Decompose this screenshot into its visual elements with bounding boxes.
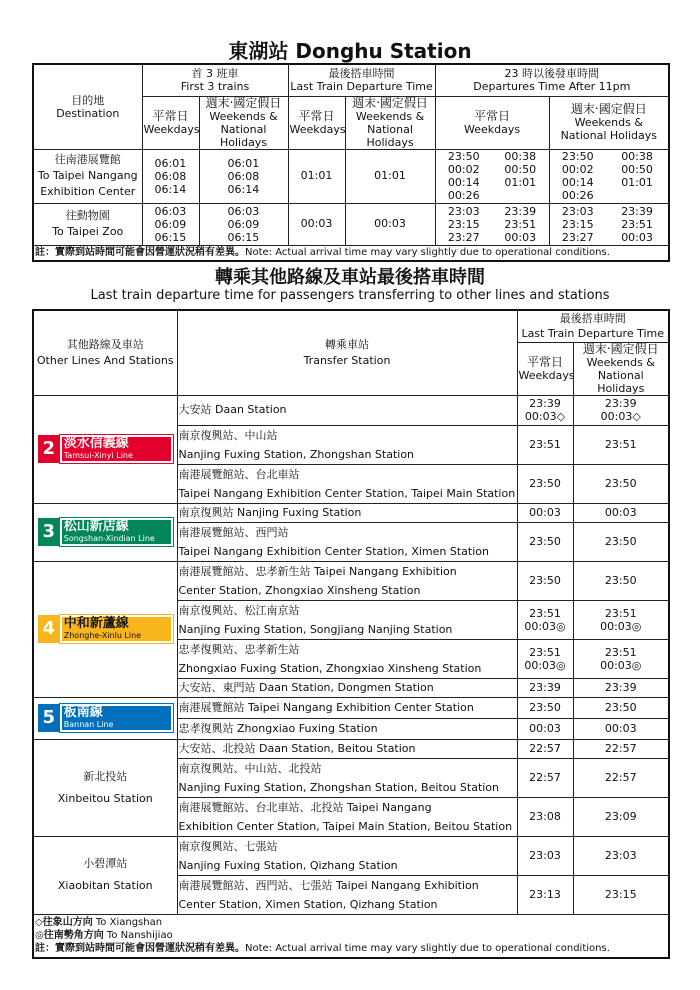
line-5-cell: [33, 697, 177, 739]
weekend-time: 22:57: [573, 739, 669, 758]
transfer-section-title: 轉乘其他路線及車站最後搭車時間: [215, 267, 485, 288]
weekday-time: 23:08: [517, 797, 573, 836]
weekday-time: 23:50: [517, 464, 573, 503]
weekend-time: 00:03: [573, 503, 669, 522]
line-name: 板南線 Bannan Line: [60, 704, 173, 732]
table-row: [33, 503, 669, 522]
weekday-header: 平常日 Weekdays: [142, 96, 199, 149]
table-row: [33, 149, 669, 203]
xiaobitan-station-cell: 小碧潭站 Xiaobitan Station: [33, 836, 177, 914]
weekday-time: 23:51: [517, 425, 573, 464]
table-row: [33, 561, 669, 600]
weekend-time: 23:15: [573, 875, 669, 914]
weekday-time: 22:57: [517, 739, 573, 758]
weekday-time: 23:51 00:03◎: [517, 639, 573, 678]
transfer-section-subtitle: Last train departure time for passengers transferring to other lines and stations: [90, 288, 610, 303]
line-number: 4: [38, 615, 60, 643]
weekday-header: 平常日 Weekdays: [517, 342, 573, 395]
transfer-station-cell: 南港展覽館站、台北車站 Taipei Nangang Exhibition Center Station, Taipei Main Station: [177, 464, 517, 503]
table-row: [33, 203, 669, 245]
weekend-time: 23:51: [573, 425, 669, 464]
weekend-time: 23:50: [573, 464, 669, 503]
other-lines-header: 其他路線及車站 Other Lines And Stations: [33, 310, 177, 395]
weekday-time: 00:03: [517, 718, 573, 739]
weekday-header: 平常日 Weekdays: [288, 96, 345, 149]
destination-cell: 往動物園 To Taipei Zoo: [33, 203, 142, 245]
destination-header: 目的地 Destination: [33, 64, 142, 149]
first-trains-weekend: 06:01 06:08 06:14: [199, 149, 288, 203]
weekend-time: 22:57: [573, 758, 669, 797]
transfer-station-cell: 大安站、東門站 Daan Station, Dongmen Station: [177, 678, 517, 697]
after-11pm-weekday-col1: 23:03 23:15 23:27: [435, 203, 492, 245]
last-train-weekday: 01:01: [288, 149, 345, 203]
last-train-weekend: 01:01: [345, 149, 435, 203]
transfer-station-cell: 南港展覽館站、西門站 Taipei Nangang Exhibition Center Station, Ximen Station: [177, 522, 517, 561]
after-11pm-header: 23 時以後發車時間 Departures Time After 11pm: [435, 64, 669, 96]
first-trains-weekday: 06:03 06:09 06:15: [142, 203, 199, 245]
weekday-header: 平常日 Weekdays: [435, 96, 549, 149]
weekend-time: 00:03: [573, 718, 669, 739]
first-trains-weekend: 06:03 06:09 06:15: [199, 203, 288, 245]
line-5-badge: [38, 704, 173, 732]
line-number: 3: [38, 518, 60, 546]
weekday-time: 23:39: [517, 678, 573, 697]
line-4-cell: [33, 561, 177, 697]
legend-nanshijiao: ◎往南勢角方向 To Nanshijiao: [35, 929, 173, 941]
transfer-station-cell: 大安站、北投站 Daan Station, Beitou Station: [177, 739, 517, 758]
transfer-station-cell: 南港展覽館站 Taipei Nangang Exhibition Center Station: [177, 697, 517, 718]
after-11pm-weekend-col2: 23:39 23:51 00:03: [606, 203, 669, 245]
weekday-time: 23:50: [517, 561, 573, 600]
weekend-time: 23:39 00:03◇: [573, 395, 669, 425]
transfer-station-cell: 大安站 Daan Station: [177, 395, 517, 425]
transfer-station-cell: 南京復興站、松江南京站 Nanjing Fuxing Station, Songjiang Nanjing Station: [177, 600, 517, 639]
weekend-header: 週末‧國定假日 Weekends & National Holidays: [573, 342, 669, 395]
weekday-time: 23:03: [517, 836, 573, 875]
line-3-cell: [33, 503, 177, 561]
transfer-station-cell: 南京復興站、中山站 Nanjing Fuxing Station, Zhongshan Station: [177, 425, 517, 464]
table2-note: 註：實際到站時間可能會因營運狀況稍有差異。Note: Actual arrival time may vary slightly due to operational conditions.: [35, 942, 610, 954]
weekend-time: 23:51 00:03◎: [573, 639, 669, 678]
page-title: 東湖站 Donghu Station: [228, 39, 472, 63]
transfer-station-cell: 南京復興站、七張站 Nanjing Fuxing Station, Qizhang Station: [177, 836, 517, 875]
transfer-station-cell: 南港展覽館站、忠孝新生站 Taipei Nangang Exhibition Center Station, Zhongxiao Xinsheng Station: [177, 561, 517, 600]
transfer-station-header: 轉乘車站 Transfer Station: [177, 310, 517, 395]
table-row: [33, 836, 669, 875]
line-name: 松山新店線 Songshan-Xindian Line: [60, 518, 173, 546]
line-3-badge: [38, 518, 173, 546]
weekend-time: 23:09: [573, 797, 669, 836]
weekday-time: 23:50: [517, 697, 573, 718]
after-11pm-weekday-col1: 23:50 00:02 00:14 00:26: [435, 149, 492, 203]
weekend-header: 週末‧國定假日 Weekends & National Holidays: [345, 96, 435, 149]
transfer-table: [32, 309, 670, 959]
table-row: [33, 395, 669, 425]
xinbeitou-station-cell: 新北投站 Xinbeitou Station: [33, 739, 177, 836]
line-name: 淡水信義線 Tamsui-Xinyi Line: [60, 435, 173, 463]
weekday-time: 00:03: [517, 503, 573, 522]
table-row: [33, 739, 669, 758]
weekend-time: 23:39: [573, 678, 669, 697]
legend-cell: [33, 914, 669, 958]
transfer-station-cell: 忠孝復興站、忠孝新生站 Zhongxiao Fuxing Station, Zhongxiao Xinsheng Station: [177, 639, 517, 678]
line-number: 5: [38, 704, 60, 732]
last-train-weekday: 00:03: [288, 203, 345, 245]
after-11pm-weekday-col2: 23:39 23:51 00:03: [492, 203, 549, 245]
weekday-time: 23:51 00:03◎: [517, 600, 573, 639]
transfer-station-cell: 南京復興站 Nanjing Fuxing Station: [177, 503, 517, 522]
after-11pm-weekend-col1: 23:03 23:15 23:27: [549, 203, 606, 245]
transfer-station-cell: 南港展覽館站、台北車站、北投站 Taipei Nangang Exhibition Center Station, Taipei Main Station, Beitou Station: [177, 797, 517, 836]
after-11pm-weekend-col2: 00:38 00:50 01:01: [606, 149, 669, 203]
transfer-station-cell: 南京復興站、中山站、北投站 Nanjing Fuxing Station, Zhongshan Station, Beitou Station: [177, 758, 517, 797]
weekend-time: 23:50: [573, 697, 669, 718]
weekend-time: 23:50: [573, 522, 669, 561]
weekday-time: 23:50: [517, 522, 573, 561]
destination-cell: 往南港展覽館 To Taipei Nangang Exhibition Center: [33, 149, 142, 203]
legend-xiangshan: ◇往象山方向 To Xiangshan: [35, 916, 163, 928]
table1-note: 註：實際到站時間可能會因營運狀況稍有差異。Note: Actual arrival time may vary slightly due to operational conditions.: [33, 245, 669, 261]
weekday-time: 23:13: [517, 875, 573, 914]
table-row: [33, 697, 669, 718]
weekday-time: 22:57: [517, 758, 573, 797]
last-train-header: 最後搭車時間 Last Train Departure Time: [288, 64, 435, 96]
weekday-time: 23:39 00:03◇: [517, 395, 573, 425]
first-trains-header: 首 3 班車 First 3 trains: [142, 64, 288, 96]
first-last-train-table: [32, 63, 670, 262]
weekend-header: 週末‧國定假日 Weekends & National Holidays: [199, 96, 288, 149]
weekend-time: 23:51 00:03◎: [573, 600, 669, 639]
weekend-time: 23:03: [573, 836, 669, 875]
transfer-station-cell: 忠孝復興站 Zhongxiao Fuxing Station: [177, 718, 517, 739]
after-11pm-weekday-col2: 00:38 00:50 01:01: [492, 149, 549, 203]
after-11pm-weekend-col1: 23:50 00:02 00:14 00:26: [549, 149, 606, 203]
first-trains-weekday: 06:01 06:08 06:14: [142, 149, 199, 203]
line-2-badge: [38, 435, 173, 463]
weekend-time: 23:50: [573, 561, 669, 600]
transfer-station-cell: 南港展覽館站、西門站、七張站 Taipei Nangang Exhibition Center Station, Ximen Station, Qizhang Station: [177, 875, 517, 914]
last-train-weekend: 00:03: [345, 203, 435, 245]
line-4-badge: [38, 615, 173, 643]
line-name: 中和新蘆線 Zhonghe-Xinlu Line: [60, 615, 173, 643]
line-number: 2: [38, 435, 60, 463]
weekend-header: 週末‧國定假日 Weekends & National Holidays: [549, 96, 669, 149]
last-train-header: 最後搭車時間 Last Train Departure Time: [517, 310, 669, 342]
line-2-cell: [33, 395, 177, 503]
